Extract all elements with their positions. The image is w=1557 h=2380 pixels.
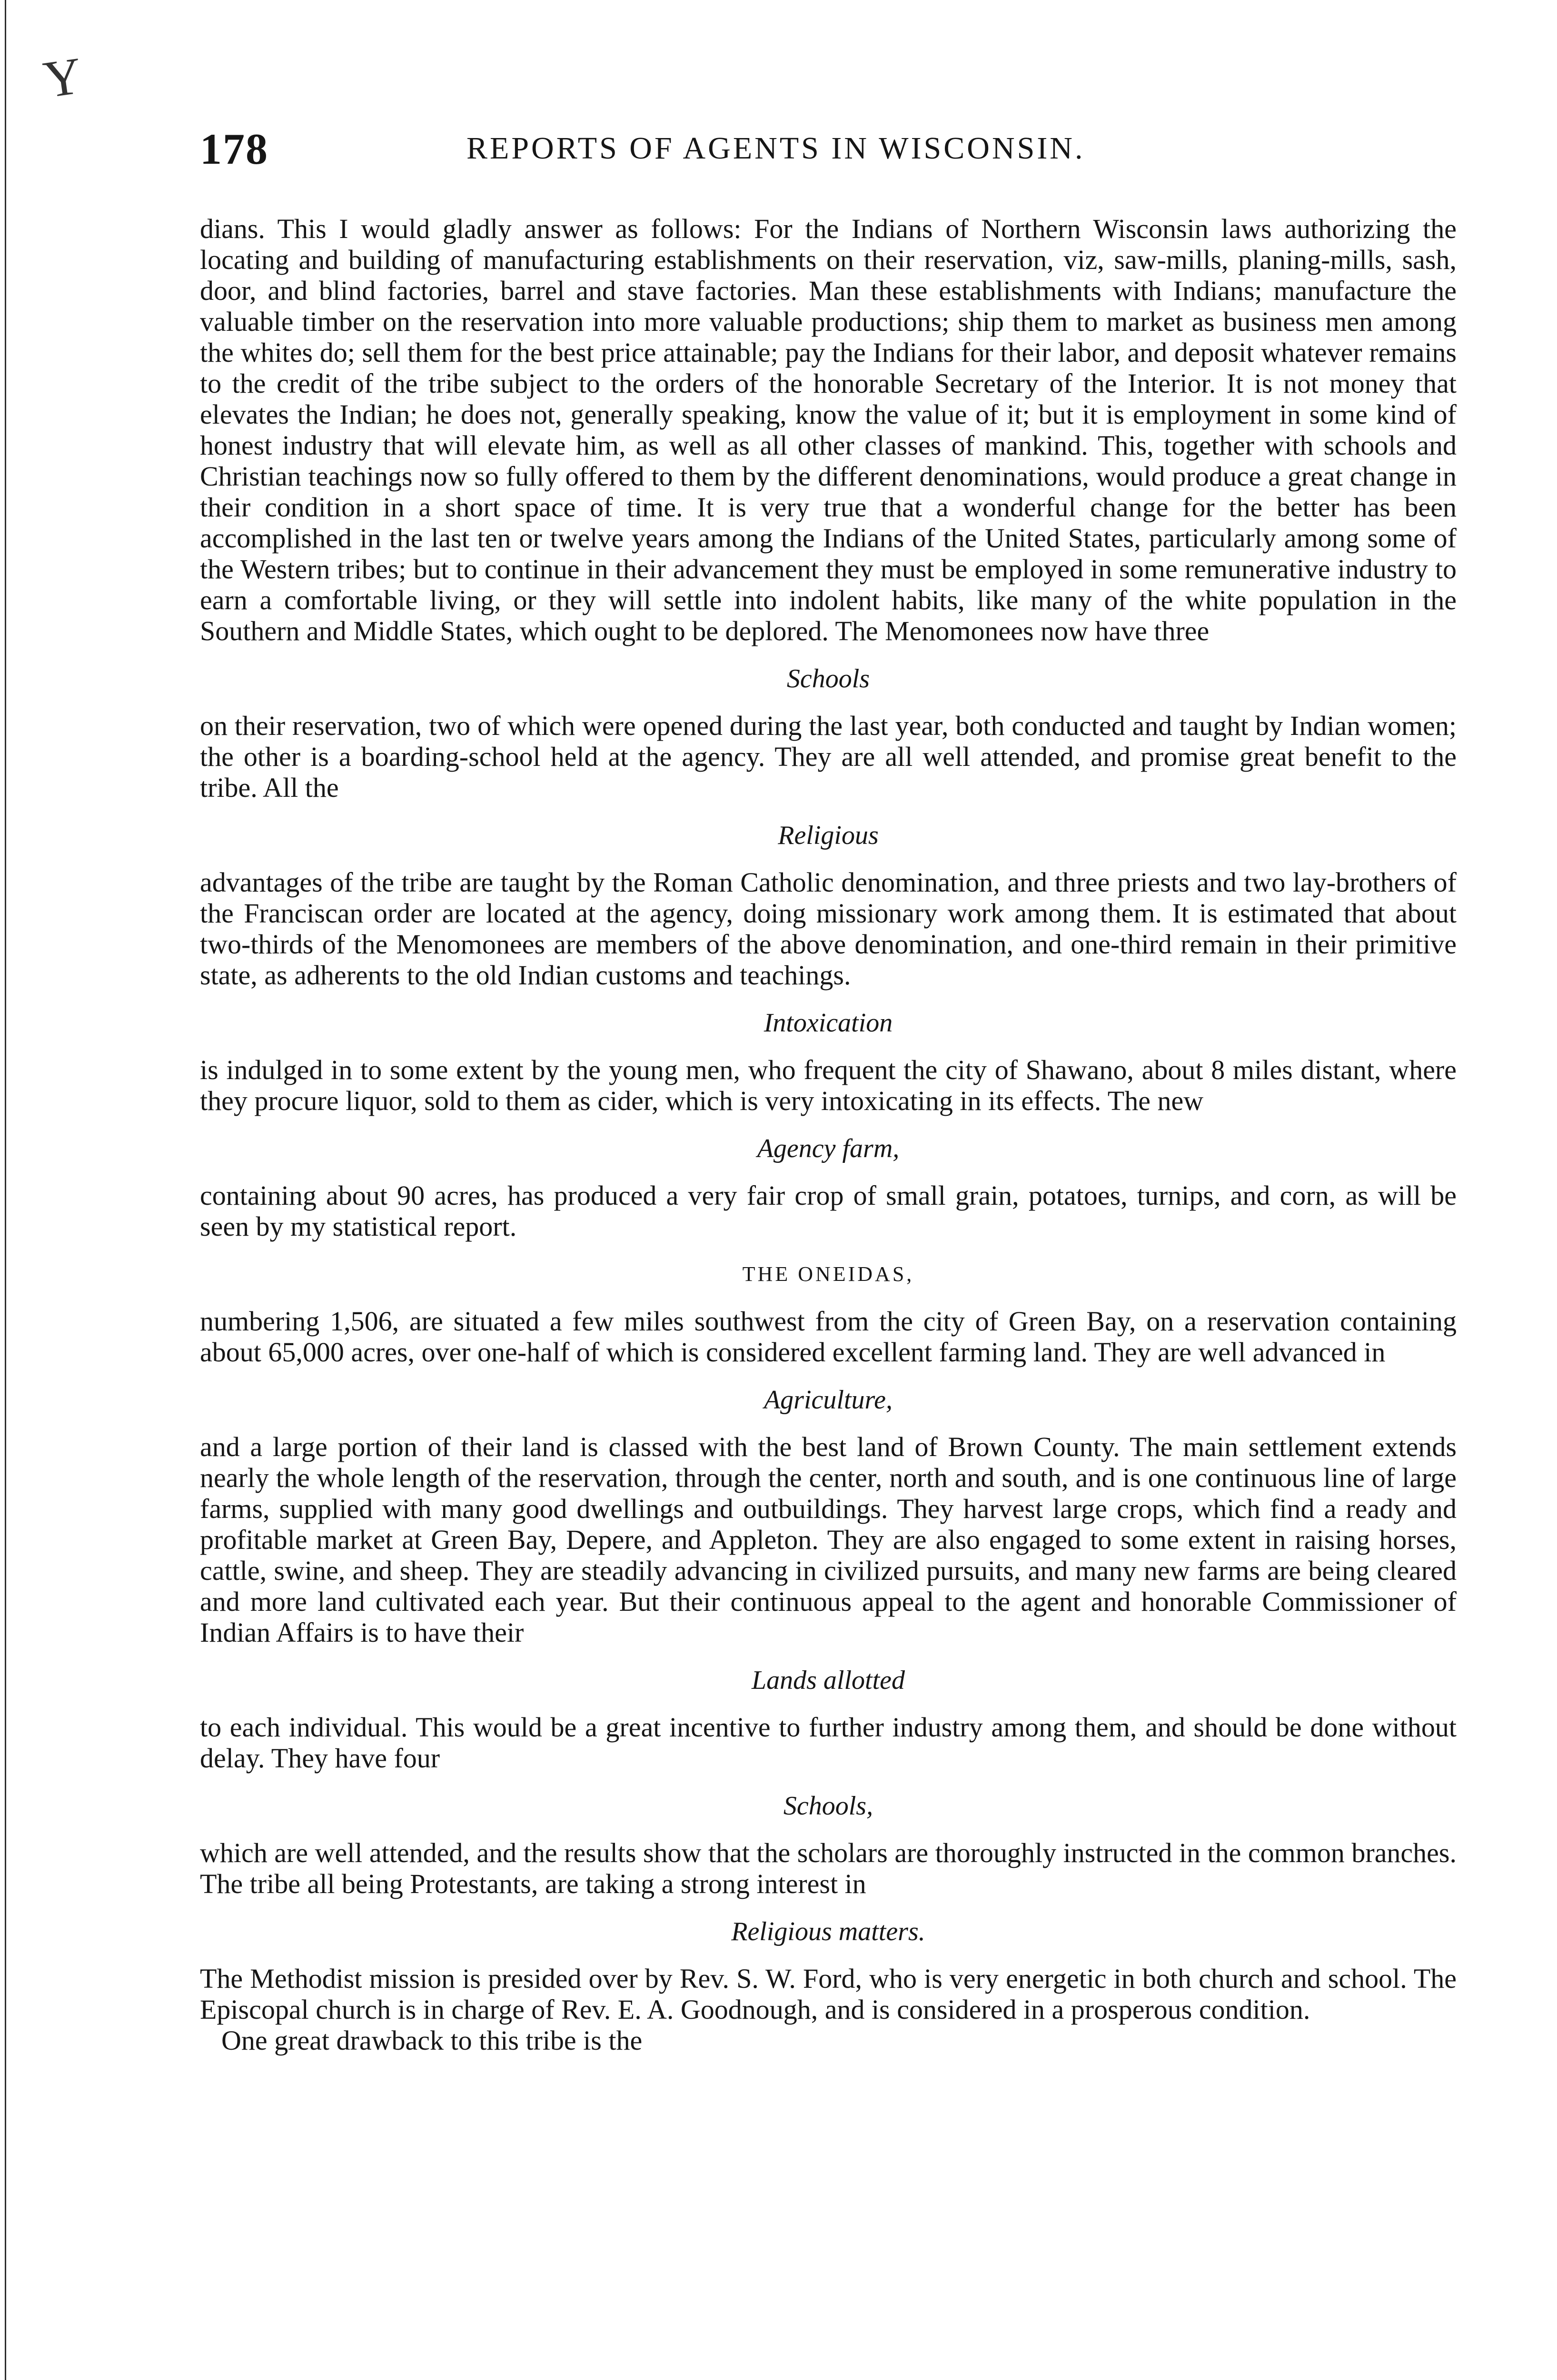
scan-edge-left — [5, 0, 6, 2380]
subheading-agriculture: Agriculture, — [764, 1385, 893, 1415]
subheading-lands-allotted: Lands allotted — [751, 1666, 905, 1695]
paragraph-schools-oneida: which are well attended, and the results show that the scholars are thoroughly instructed in the common branches. The tribe all being Protestants, are taking a strong interest in — [200, 1837, 1457, 1899]
page-number: 178 — [200, 125, 268, 173]
paragraph-oneidas: numbering 1,506, are situated a few miles southwest from the city of Green Bay, on a reservation containing about 65,000 acres, over one-half of which is considered excellent farming land. They are well advanced in — [200, 1306, 1457, 1368]
subheading-oneidas: THE ONEIDAS, — [742, 1262, 914, 1286]
paragraph-lands-allotted: to each individual. This would be a great incentive to further industry among them, and should be done without delay. They have four — [200, 1712, 1457, 1774]
running-head: REPORTS OF AGENTS IN WISCONSIN. — [466, 131, 1085, 166]
paragraph-intro: dians. This I would gladly answer as follows: For the Indians of Northern Wisconsin laws authorizing the locating and building of manufacturing establishments on their reservation, viz, saw-mills, planing-mills, sash, door, and blind factories, barrel and stave factories. Man these establishments with Indians; manufacture the valuable timber on the reservation into more valuable productions; ship them to market as business men among the whites do; sell them for the best price attainable; pay the Indians for their labor, and deposit whatever remains to the credit of the tribe subject to the orders of the honorable Secretary of the Interior. It is not money that elevates the Indian; he does not, generally speaking, know the value of it; but it is employment in some kind of honest industry that will elevate him, as well as all other classes of mankind. This, together with schools and Christian teachings now so fully offered to them by the different denominations, would produce a great change in their condition in a short space of time. It is very true that a wonderful change for the better has been accomplished in the last ten or twelve years among the Indians of the United States, particularly among some of the Western tribes; but to continue in their advancement they must be employed in some remunerative industry to earn a comfortable living, or they will settle into indolent habits, like many of the white population in the Southern and Middle States, which ought to be deplored. The Menomonees now have three — [200, 213, 1457, 646]
paragraph-schools: on their reservation, two of which were opened during the last year, both conducted and taught by Indian women; the other is a boarding-school held at the agency. They are all well attended, and promise great benefit to the tribe. All the — [200, 710, 1457, 803]
paragraph-drawback: One great drawback to this tribe is the — [221, 2025, 643, 2056]
subheading-agency-farm: Agency farm, — [757, 1134, 900, 1163]
subheading-schools: Schools — [786, 664, 870, 694]
paragraph-agriculture: and a large portion of their land is classed with the best land of Brown County. The main settlement extends nearly the whole length of the reservation, through the center, north and south, and is one continuous line of large farms, supplied with many good dwellings and outbuildings. They harvest large crops, which find a ready and profitable market at Green Bay, Depere, and Appleton. They are also engaged to some extent in raising horses, cattle, swine, and sheep. They are steadily advancing in civilized pursuits, and many new farms are being cleared and more land cultivated each year. But their continuous appeal to the agent and honorable Commissioner of Indian Affairs is to have their — [200, 1431, 1457, 1648]
paragraph-agency-farm: containing about 90 acres, has produced a very fair crop of small grain, potatoes, turnips, and corn, as will be seen by my statistical report. — [200, 1180, 1457, 1242]
page-body — [200, 213, 1457, 2056]
page-header — [200, 124, 1457, 181]
paragraph-religious-matters: The Methodist mission is presided over by Rev. S. W. Ford, who is very energetic in both church and school. The Episcopal church is in charge of Rev. E. A. Goodnough, and is considered in a prosperous condition. — [200, 1963, 1457, 2025]
corner-pencil-mark: Y — [40, 46, 86, 109]
subheading-schools-oneida: Schools, — [783, 1791, 873, 1821]
paragraph-religious: advantages of the tribe are taught by the Roman Catholic denomination, and three priests and two lay-brothers of the Franciscan order are located at the agency, doing missionary work among them. It is estimated that about two-thirds of the Menomonees are members of the above denomination, and one-third remain in their primitive state, as adherents to the old Indian customs and teachings. — [200, 867, 1457, 991]
paragraph-intoxication: is indulged in to some extent by the young men, who frequent the city of Shawano, about 8 miles distant, where they procure liquor, sold to them as cider, which is very intoxicating in its effects. The new — [200, 1054, 1457, 1116]
subheading-religious: Religious — [778, 821, 879, 850]
subheading-religious-matters: Religious matters. — [731, 1917, 925, 1946]
subheading-intoxication: Intoxication — [764, 1008, 893, 1038]
